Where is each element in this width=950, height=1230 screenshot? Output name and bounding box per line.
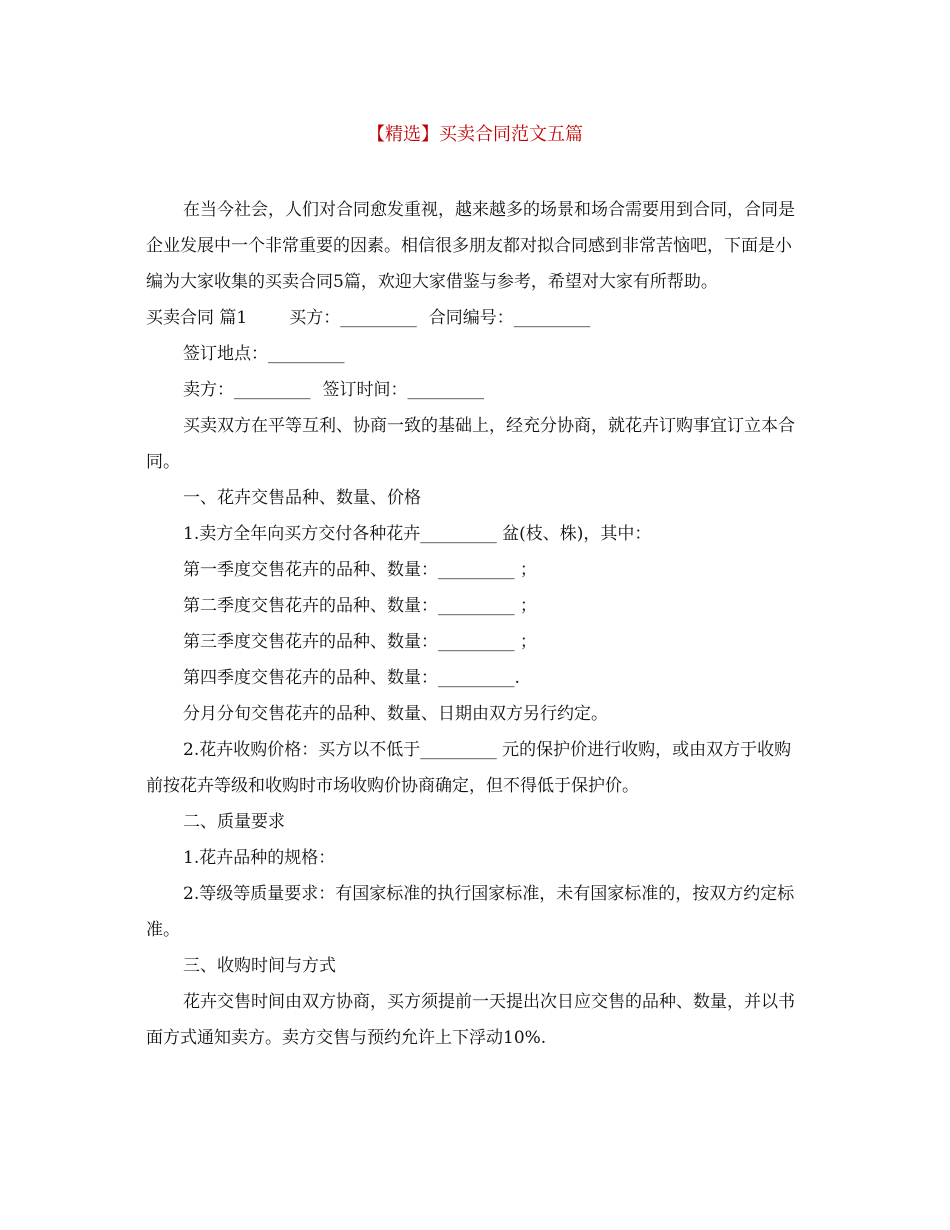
preamble-paragraph: 买卖双方在平等互利、协商一致的基础上，经充分协商，就花卉订购事宜订立本合同。 — [146, 416, 795, 472]
document-body — [146, 192, 806, 1056]
seller-line — [146, 372, 806, 408]
sign-time-field: 签订时间：_________ — [322, 380, 484, 400]
contract-number-field: 合同编号：_________ — [428, 308, 591, 328]
quarter-1-line: 第一季度交售花卉的品种、数量：_________ ； — [183, 560, 537, 580]
section-3-heading: 三、收购时间与方式 — [183, 956, 336, 976]
section-2-item-2: 2.等级等质量要求：有国家标准的执行国家标准，未有国家标准的，按双方约定标准。 — [146, 884, 795, 940]
monthly-delivery-line: 分月分旬交售花卉的品种、数量、日期由双方另行约定。 — [183, 704, 608, 724]
seller-field: 卖方：_________ — [183, 380, 311, 400]
quarter-3-line: 第三季度交售花卉的品种、数量：_________ ； — [183, 632, 537, 652]
section-3-body: 花卉交售时间由双方协商，买方须提前一天提出次日应交售的品种、数量，并以书面方式通知卖方。卖方交售与预约允许上下浮动10%. — [146, 992, 795, 1048]
section-2-heading: 二、质量要求 — [183, 812, 285, 832]
section-1-heading: 一、花卉交售品种、数量、价格 — [183, 488, 421, 508]
sign-place-field: 签订地点：_________ — [183, 344, 345, 364]
contract-header-line — [146, 300, 806, 336]
quarter-4-line: 第四季度交售花卉的品种、数量：_________. — [183, 668, 520, 688]
contract-heading: 买卖合同 篇1 — [146, 308, 248, 328]
section-1-item-1: 1.卖方全年向买方交付各种花卉_________ 盆(枝、株)，其中： — [183, 524, 652, 544]
section-1-item-2: 2.花卉收购价格：买方以不低于_________ 元的保护价进行收购，或由双方于收购前按花卉等级和收购时市场收购价协商确定，但不得低于保护价。 — [146, 740, 792, 796]
document-title: 【精选】买卖合同范文五篇 — [367, 124, 583, 145]
quarter-2-line: 第二季度交售花卉的品种、数量：_________ ； — [183, 596, 537, 616]
section-2-item-1: 1.花卉品种的规格： — [183, 848, 336, 868]
intro-paragraph: 在当今社会，人们对合同愈发重视，越来越多的场景和场合需要用到合同，合同是企业发展中一个非常重要的因素。相信很多朋友都对拟合同感到非常苦恼吧，下面是小编为大家收集的买卖合同5篇，欢迎大家借鉴与参考，希望对大家有所帮助。 — [146, 200, 795, 292]
buyer-field: 买方：_________ — [289, 308, 417, 328]
